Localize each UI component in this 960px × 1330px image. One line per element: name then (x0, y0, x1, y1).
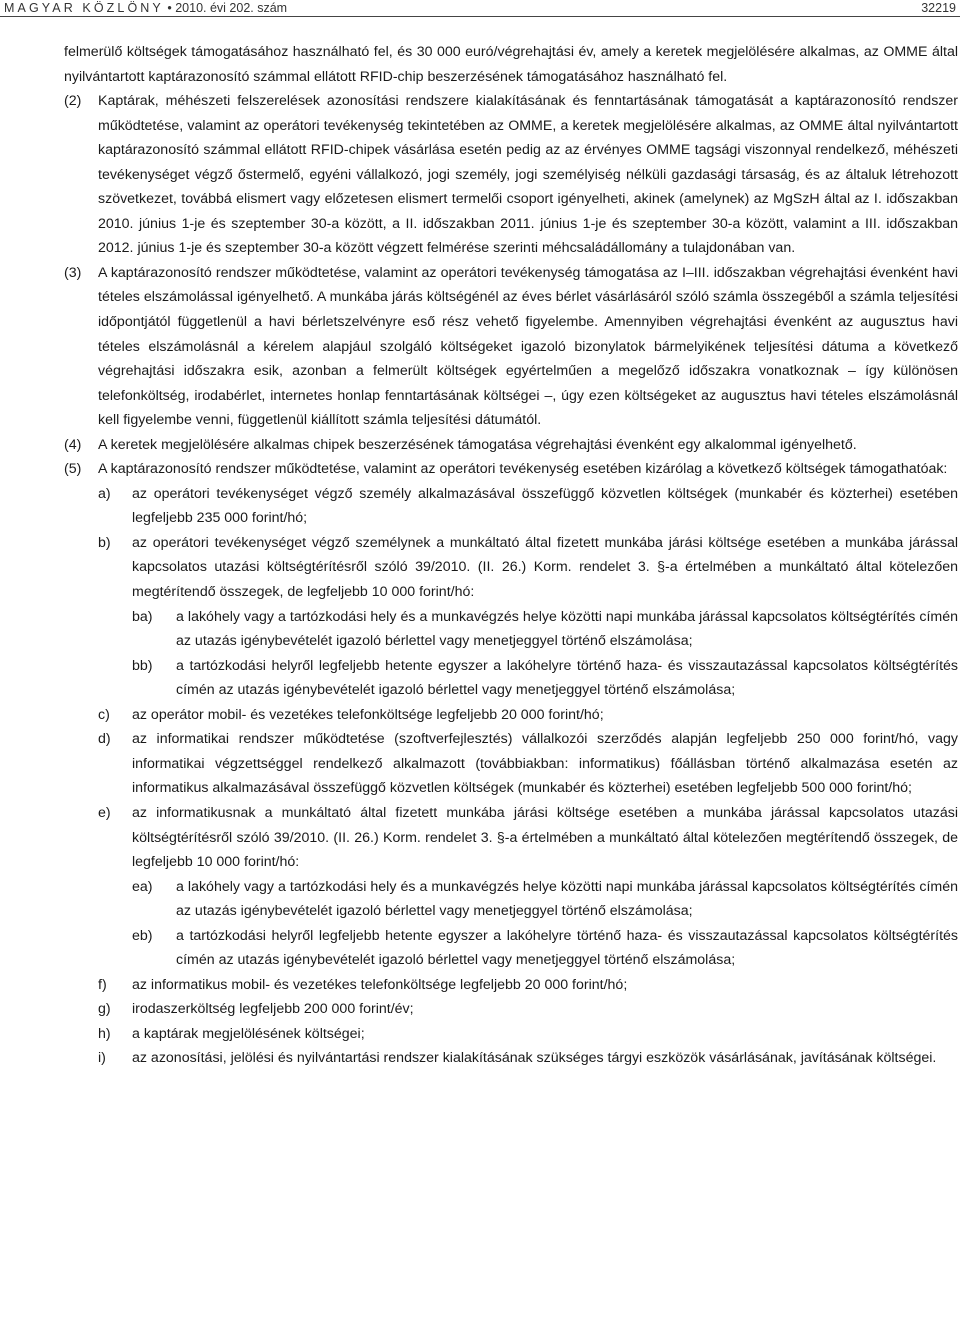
list-item-text: a tartózkodási helyről legfeljebb hetente egyszer a lakóhelyre történő haza- és visszautazással kapcsolatos költségtérítés címén az utazás igénybevételét igazoló bérlettel vagy menetjeggyel történő elszámolása; (176, 657, 958, 699)
list-item-text: az operátori tevékenységet végző személynek a munkáltató által fizetett munkába járási költsége esetében a munkába járással kapcsolatos utazási költségtérítésről szóló 39/2010. (II. 26.) Korm. rendelet 3. §-a értelmében a munkáltató által kötelezően megtérítendő összegek, de legfeljebb 10 000 forint/hó: (132, 534, 958, 601)
list-item-e (64, 801, 958, 875)
list-subitem-bb (64, 654, 958, 703)
list-item-h (64, 1022, 958, 1047)
continuation-paragraph: felmerülő költségek támogatásához használható fel, és 30 000 euró/végrehajtási év, amely a keretek megjelölésére alkalmas, az OMME által nyilvántartott kaptárazonosító számmal ellátott RFID-chip beszerzésének támogatásához használható fel. (64, 44, 958, 85)
list-item-text: az operátori tevékenységet végző személy alkalmazásával összefüggő közvetlen költségek (munkabér és közterhei) esetében legfeljebb 235 000 forint/hó; (132, 485, 958, 527)
paragraph-text: A kaptárazonosító rendszer működtetése, valamint az operátori tevékenység támogatása az I–III. időszakban végrehajtási évenként havi tételes elszámolással igényelhető. A munkába járás költségénél az éves bérlet vásárlásáról szóló számla összegéből a számla teljesítési időpontjától függetlenül a havi bérletszelvényre eső rész vehető figyelembe. Amennyiben végrehajtási évenként az augusztus havi tételes elszámolásnál a kérelem alapjául szolgáló költségeket igazoló bizonylatok bármelyikének teljesítési dátuma a következő végrehajtási időszakra esik, azonban a felmerült költségek egyértelműen a megelőző időszakra vonatkoznak – így különösen telefonköltség, irodabérlet, internetes honlap fenntartásának költségei –, úgy ezen költségeket az augusztus havi tételes elszámolásnál kell figyelembe venni, függetlenül kiállított számla teljesítési dátumától. (98, 264, 958, 429)
list-subitem-eb (64, 924, 958, 973)
paragraph-3 (64, 261, 958, 433)
list-item-text: a kaptárak megjelölésének költségei; (132, 1025, 365, 1042)
paragraph-2 (64, 89, 958, 261)
list-subitem-ea (64, 875, 958, 924)
paragraph-number: (5) (64, 461, 82, 478)
header-rule (0, 16, 960, 17)
list-item-text: az informatikus mobil- és vezetékes telefonköltsége legfeljebb 20 000 forint/hó; (132, 976, 628, 993)
list-item-text: az informatikusnak a munkáltató által fizetett munkába járási költsége esetében a munkába járással kapcsolatos utazási költségtérítésről szóló 39/2010. (II. 26.) Korm. rendelet 3. §-a értelmében a munkáltató által kötelezően megtérítendő összegek, de legfeljebb 10 000 forint/hó: (132, 804, 958, 871)
list-item-label: a) (98, 485, 111, 502)
list-item-b (64, 531, 958, 605)
paragraph-number: (4) (64, 436, 82, 453)
page-number: 32219 (921, 1, 956, 15)
page-header (0, 0, 960, 18)
list-item-label: ba) (132, 608, 153, 625)
list-item-text: a lakóhely vagy a tartózkodási hely és a munkavégzés helye közötti napi munkába járással kapcsolatos költségtérítés címén az utazás igénybevételét igazoló bérlettel vagy menetjeggyel történő elszámolása; (176, 878, 958, 920)
list-item-g (64, 997, 958, 1022)
paragraph-text: Kaptárak, méhészeti felszerelések azonosítási rendszere kialakításának és fenntartásának támogatását a kaptárazonosító rendszer működtetése, valamint az operátori tevékenység tekintetében az OMME, a keretek megjelölésére alkalmas, az OMME által nyilvántartott kaptárazonosító számmal ellátott RFID-chipek vásárlása esetén pedig az az érvényes OMME tagsági viszonnyal rendelkező, méhészeti tevékenységet végző őstermelő, egyéni vállalkozó, jogi személy, jogi személyiség nélküli gazdasági társaság, és az általuk létrehozott szövetkezet, továbbá elismert vagy előzetesen elismert termelői csoport igényelheti, akinek (amelynek) az MgSzH által az I. időszakban 2010. június 1-je és szeptember 30-a között, a II. időszakban 2011. június 1-je és szeptember 30-a között, valamint a III. időszakban 2012. június 1-je és szeptember 30-a között végzett felmérése szerinti méhcsaládállomány a tulajdonában van. (98, 93, 958, 257)
paragraph-text: A keretek megjelölésére alkalmas chipek beszerzésének támogatása végrehajtási évenként egy alkalommal igényelhető. (98, 436, 857, 453)
list-subitem-ba (64, 605, 958, 654)
list-item-text: a tartózkodási helyről legfeljebb hetente egyszer a lakóhelyre történő haza- és visszautazással kapcsolatos költségtérítés címén az utazás igénybevételét igazoló bérlettel vagy menetjeggyel történő elszámolása; (176, 927, 958, 969)
list-item-label: e) (98, 804, 111, 821)
list-item-text: az informatikai rendszer működtetése (szoftverfejlesztés) vállalkozói szerződés alapján legfeljebb 250 000 forint/hó, vagy informatikai végzettséggel rendelkező alkalmazott (továbbiakban: informatikus) főállásban történő alkalmazása esetén az informatikus alkalmazásával összefüggő közvetlen költségek (munkabér és közterhei) esetében legfeljebb 500 000 forint/hó; (132, 731, 958, 797)
list-item-label: g) (98, 1001, 111, 1018)
journal-title: MAGYAR KÖZLÖNY (4, 1, 164, 15)
list-item-label: c) (98, 706, 110, 723)
list-item-label: eb) (132, 927, 153, 944)
list-item-text: a lakóhely vagy a tartózkodási hely és a munkavégzés helye közötti napi munkába járással kapcsolatos költségtérítés címén az utazás igénybevételét igazoló bérlettel vagy menetjeggyel történő elszámolása; (176, 608, 958, 650)
document-body (64, 40, 958, 1071)
list-item-label: i) (98, 1050, 106, 1067)
paragraph-number: (3) (64, 264, 82, 281)
list-item-text: irodaszerköltség legfeljebb 200 000 forint/év; (132, 1001, 414, 1018)
list-item-d (64, 727, 958, 801)
list-item-i (64, 1046, 958, 1071)
list-item-label: h) (98, 1025, 111, 1042)
header-bullet: • (167, 1, 172, 15)
paragraph-intro: A kaptárazonosító rendszer működtetése, valamint az operátori tevékenység esetében kizárólag a következő költségek támogathatóak: (98, 461, 948, 478)
list-item-label: bb) (132, 657, 153, 674)
list-item-text: az azonosítási, jelölési és nyilvántartási rendszer kialakításának szükséges tárgyi eszközök vásárlásának, javításának költségei. (132, 1050, 937, 1067)
list-item-text: az operátor mobil- és vezetékes telefonköltsége legfeljebb 20 000 forint/hó; (132, 706, 604, 723)
paragraph-number: (2) (64, 93, 82, 110)
list-item-label: ea) (132, 878, 153, 895)
paragraph-4 (64, 433, 958, 458)
list-item-label: f) (98, 976, 107, 993)
list-item-c (64, 703, 958, 728)
list-item-label: b) (98, 534, 111, 551)
list-item-f (64, 973, 958, 998)
list-item-a (64, 482, 958, 531)
header-journal-info (4, 1, 287, 15)
issue-number: 2010. évi 202. szám (175, 1, 288, 15)
list-item-label: d) (98, 731, 111, 748)
paragraph-5 (64, 457, 958, 482)
